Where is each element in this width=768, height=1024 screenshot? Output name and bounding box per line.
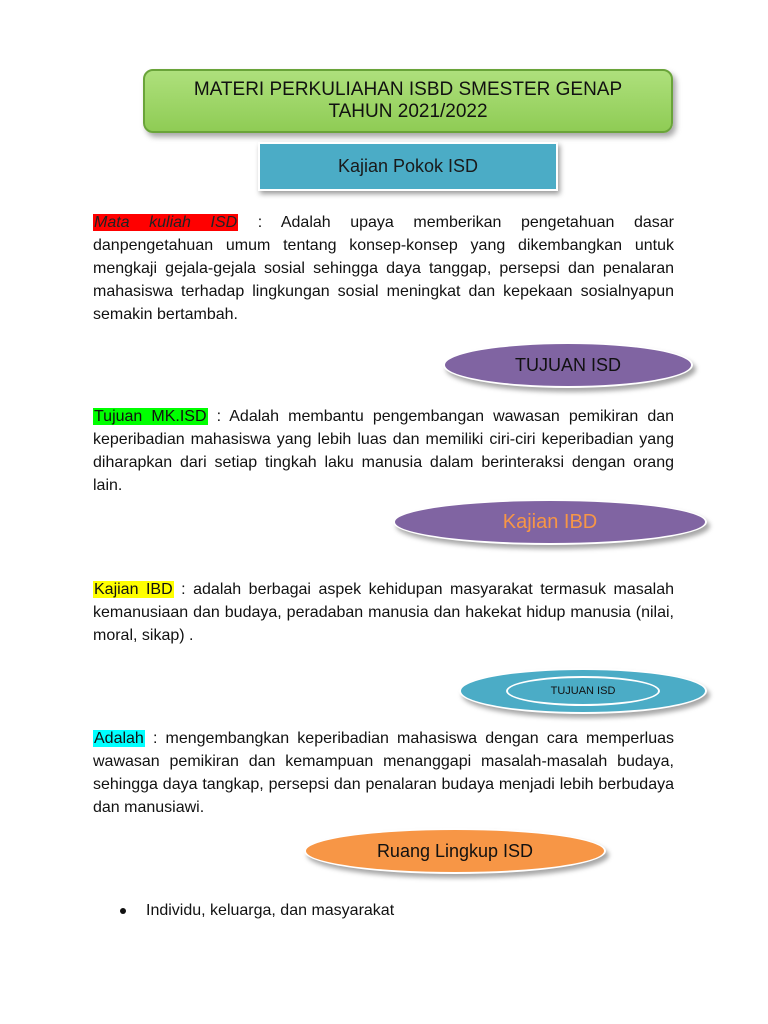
heading-kajian-ibd-label: Kajian IBD bbox=[502, 510, 598, 533]
list-item-text: Individu, keluarga, dan masyarakat bbox=[146, 902, 395, 919]
heading-tujuan-isd-small-inner bbox=[506, 676, 660, 706]
heading-kajian-pokok bbox=[258, 142, 558, 191]
heading-tujuan-isd-small bbox=[459, 668, 707, 714]
paragraph-mata-kuliah bbox=[93, 211, 674, 326]
paragraph-tujuan-mk-text: : Adalah membantu pengembangan wawasan pemikiran dan keperibadian mahasiswa yang lebih luas dan memiliki ciri-ciri keperibadian yang diharapkan dari setiap tingkah laku manusia dalam berinteraksi dengan orang lain. bbox=[93, 408, 675, 494]
heading-kajian-pokok-label: Kajian Pokok ISD bbox=[337, 156, 479, 176]
heading-tujuan-isd bbox=[443, 342, 693, 388]
document-title-line2: TAHUN 2021/2022 bbox=[328, 101, 488, 122]
term-adalah: Adalah bbox=[94, 730, 144, 747]
heading-ruang-lingkup bbox=[304, 828, 606, 874]
paragraph-tujuan-mk bbox=[93, 405, 674, 497]
term-tujuan-mk: Tujuan MK.ISD bbox=[94, 408, 207, 425]
term-kajian-ibd: Kajian IBD bbox=[94, 581, 173, 598]
document-title-line1: MATERI PERKULIAHAN ISBD SMESTER GENAP bbox=[193, 79, 623, 100]
paragraph-adalah bbox=[93, 727, 674, 819]
list-item bbox=[118, 899, 668, 922]
term-mata-kuliah: Mata kuliah ISD bbox=[94, 214, 238, 231]
paragraph-adalah-text: : mengembangkan keperibadian mahasiswa dengan cara memperluas wawasan pemikiran dan kemampuan menanggapi masalah-masalah budaya, sehingga daya tangkap, persepsi dan penalaran budaya menjadi lebih berbudaya dan manusiawi. bbox=[93, 730, 674, 816]
bullet-icon bbox=[120, 908, 126, 914]
document-title-box bbox=[143, 69, 673, 133]
ruang-lingkup-list bbox=[118, 899, 668, 922]
paragraph-kajian-ibd bbox=[93, 578, 674, 647]
heading-tujuan-isd-label: TUJUAN ISD bbox=[514, 354, 621, 375]
heading-kajian-ibd bbox=[393, 499, 707, 545]
heading-ruang-lingkup-label: Ruang Lingkup ISD bbox=[376, 840, 534, 861]
paragraph-mata-kuliah-text: : Adalah upaya memberikan pengetahuan dasar danpengetahuan umum tentang konsep-konsep yang dikembangkan untuk mengkaji gejala-gejala sosial sehingga daya tanggap, persepsi dan penalaran mahasiswa terhadap lingkungan sosial meningkat dan kepekaan sosialnyapun semakin bertambah. bbox=[93, 214, 674, 323]
heading-tujuan-isd-small-label: TUJUAN ISD bbox=[550, 685, 616, 697]
paragraph-kajian-ibd-text: : adalah berbagai aspek kehidupan masyarakat termasuk masalah kemanusiaan dan budaya, peradaban manusia dan hakekat hidup manusia (nilai, moral, sikap) . bbox=[93, 581, 674, 644]
